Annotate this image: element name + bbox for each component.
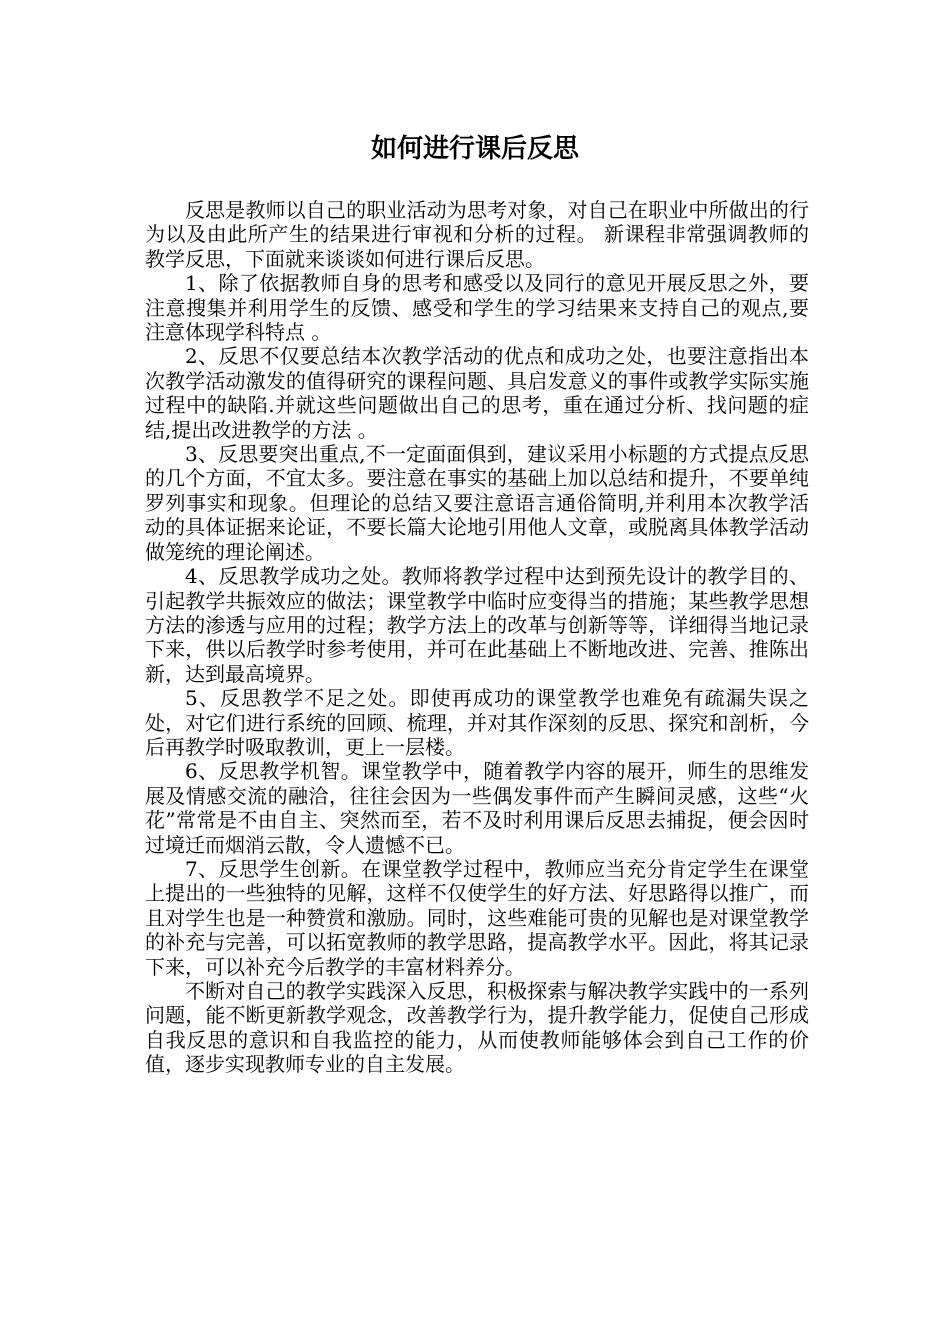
- paragraph-point-3: 3、反思要突出重点,不一定面面俱到，建议采用小标题的方式提点反思的几个方面，不宜太多。要注意在事实的基础上加以总结和提升，不要单纯罗列事实和现象。但理论的总结又要注意语言通俗简明,并利用本次教学活动的具体证据来论证，不要长篇大论地引用他人文章，或脱离具体教学活动做笼统的理论阐述。: [145, 442, 809, 564]
- paragraph-point-7: 7、反思学生创新。在课堂教学过程中，教师应当充分肯定学生在课堂上提出的一些独特的见解，这样不仅使学生的好方法、好思路得以推广，而且对学生也是一种赞赏和激励。同时，这些难能可贵的见解也是对课堂教学的补充与完善，可以拓宽教师的教学思路，提高教学水平。因此，将其记录下来，可以补充今后教学的丰富材料养分。: [145, 856, 809, 979]
- paragraph-point-4: 4、反思教学成功之处。教师将教学过程中达到预先设计的教学目的、引起教学共振效应的做法；课堂教学中临时应变得当的措施；某些教学思想方法的渗透与应用的过程；教学方法上的改革与创新等等，详细得当地记录下来，供以后教学时参考使用，并可在此基础上不断地改进、完善、推陈出新，达到最高境界。: [145, 564, 809, 686]
- paragraph-point-6: 6、反思教学机智。课堂教学中，随着教学内容的展开，师生的思维发展及情感交流的融洽，往往会因为一些偶发事件而产生瞬间灵感，这些“火花”常常是不由自主、突然而至，若不及时利用课后反思去捕捉，便会因时过境迁而烟消云散，令人遗憾不已。: [145, 759, 809, 857]
- document-title: 如何进行课后反思: [370, 134, 579, 164]
- paragraph-intro: 反思是教师以自己的职业活动为思考对象，对自己在职业中所做出的行为以及由此所产生的结果进行审视和分析的过程。 新课程非常强调教师的教学反思，下面就来谈谈如何进行课后反思。: [145, 198, 809, 271]
- paragraph-point-1: 1、除了依据教师自身的思考和感受以及同行的意见开展反思之外，要注意搜集并利用学生的反馈、感受和学生的学习结果来支持自己的观点,要注意体现学科特点 。: [145, 271, 809, 345]
- paragraph-conclusion: 不断对自己的教学实践深入反思，积极探索与解决教学实践中的一系列问题，能不断更新教学观念，改善教学行为，提升教学能力，促使自己形成自我反思的意识和自我监控的能力，从而使教师能够体会到自己工作的价值，逐步实现教师专业的自主发展。: [145, 979, 809, 1077]
- paragraph-point-5: 5、反思教学不足之处。即使再成功的课堂教学也难免有疏漏失误之处，对它们进行系统的回顾、梳理，并对其作深刻的反思、探究和剖析，今后再教学时吸取教训，更上一层楼。: [145, 686, 809, 759]
- paragraph-point-2: 2、反思不仅要总结本次教学活动的优点和成功之处，也要注意指出本次教学活动激发的值得研究的课程问题、具启发意义的事件或教学实际实施过程中的缺陷.并就这些问题做出自己的思考，重在通过分析、找问题的症结,提出改进教学的方法 。: [145, 344, 809, 442]
- document-body: [145, 198, 809, 1077]
